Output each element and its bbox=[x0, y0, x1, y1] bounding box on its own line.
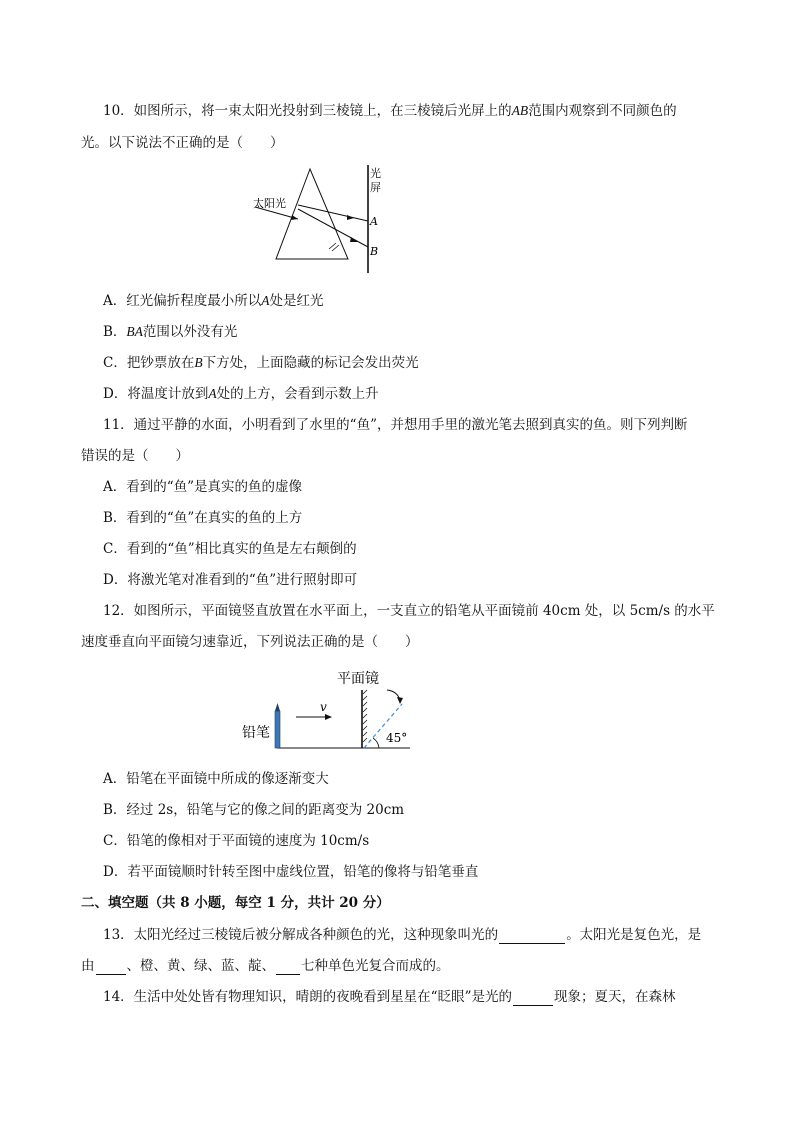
pencil bbox=[275, 711, 280, 748]
q14-stem-line-1: 14．生活中处处皆有物理知识，晴朗的夜晚看到星星在“眨眼”是光的 现象；夏天，在森林 bbox=[103, 989, 676, 1005]
mirror-label: 平面镜 bbox=[337, 671, 379, 687]
q13-stem-line-1: 13．太阳光经过三棱镜后被分解成各种颜色的光，这种现象叫光的 。太阳光是复色光，是 bbox=[103, 927, 702, 943]
q13-blank-2[interactable] bbox=[96, 960, 126, 975]
q12-stem-line-2: 速度垂直向平面镜匀速靠近，下列说法正确的是（ ） bbox=[81, 634, 419, 650]
q10-stem-line-2: 光。以下说法不正确的是（ ） bbox=[81, 135, 284, 151]
q12-option-c: C．铅笔的像相对于平面镜的速度为 10cm/s bbox=[103, 833, 370, 849]
q12-option-a: A．铅笔在平面镜中所成的像逐渐变大 bbox=[103, 771, 329, 787]
q11-option-b: B．看到的“鱼”在真实的鱼的上方 bbox=[103, 510, 303, 526]
section-note: （共 8 小题，每空 1 分，共计 20 分） bbox=[148, 895, 390, 911]
q10-option-b: B．BA范围以外没有光 bbox=[103, 324, 238, 340]
q10-option-d: D．将温度计放到A处的上方，会看到示数上升 bbox=[103, 386, 379, 402]
q12-option-d: D．若平面镜顺时针转至图中虚线位置，铅笔的像将与铅笔垂直 bbox=[103, 864, 479, 880]
refracted-ray-top bbox=[298, 205, 368, 221]
q11-option-d: D．将激光笔对准看到的“鱼”进行照射即可 bbox=[103, 572, 358, 588]
q10-stem-line-1: 10．如图所示，将一束太阳光投射到三棱镜上，在三棱镜后光屏上的AB范围内观察到不同颜色的 bbox=[103, 103, 677, 119]
q11-stem-line-1: 11．通过平静的水面，小明看到了水里的“鱼”，并想用手里的激光笔去照到真实的鱼。则下列判断 bbox=[103, 417, 688, 433]
refracted-ray-bottom bbox=[298, 209, 368, 247]
screen-label-2: 屏 bbox=[370, 181, 381, 194]
q10-option-c: C．把钞票放在B下方处，上面隐藏的标记会发出荧光 bbox=[103, 355, 419, 371]
q10-option-a: A．红光偏折程度最小所以A处是红光 bbox=[103, 293, 324, 309]
q14-blank-1[interactable] bbox=[513, 991, 553, 1006]
prism-figure bbox=[250, 165, 390, 275]
angle-arc bbox=[373, 738, 379, 748]
screen-label-1: 光 bbox=[370, 167, 381, 180]
sun-light-label: 太阳光 bbox=[253, 197, 286, 210]
q12-stem-line-1: 12．如图所示，平面镜竖直放置在水平面上，一支直立的铅笔从平面镜前 40cm 处，以 5cm/s 的水平 bbox=[103, 603, 715, 619]
mirror-figure bbox=[240, 663, 430, 755]
q11-option-a: A．看到的“鱼”是真实的鱼的虚像 bbox=[103, 479, 303, 495]
section-fill-in-blank bbox=[81, 894, 390, 912]
q13-blank-1[interactable] bbox=[499, 929, 565, 944]
pencil-label: 铅笔 bbox=[242, 725, 270, 741]
q13-blank-3[interactable] bbox=[276, 960, 300, 975]
velocity-label: v bbox=[320, 700, 327, 714]
q12-option-b: B．经过 2s，铅笔与它的像之间的距离变为 20cm bbox=[103, 802, 405, 818]
point-a-label: A bbox=[370, 215, 378, 228]
q11-stem-line-2: 错误的是（ ） bbox=[81, 448, 189, 464]
q10-var-ab: AB bbox=[511, 103, 529, 118]
point-b-label: B bbox=[370, 245, 379, 258]
angle-label: 45° bbox=[386, 731, 408, 745]
q11-option-c: C．看到的“鱼”相比真实的鱼是左右颠倒的 bbox=[103, 541, 357, 557]
section-title: 二、填空题 bbox=[81, 895, 149, 911]
q13-stem-line-2: 由 、橙、黄、绿、蓝、靛、 七种单色光复合而成的。 bbox=[81, 958, 450, 974]
